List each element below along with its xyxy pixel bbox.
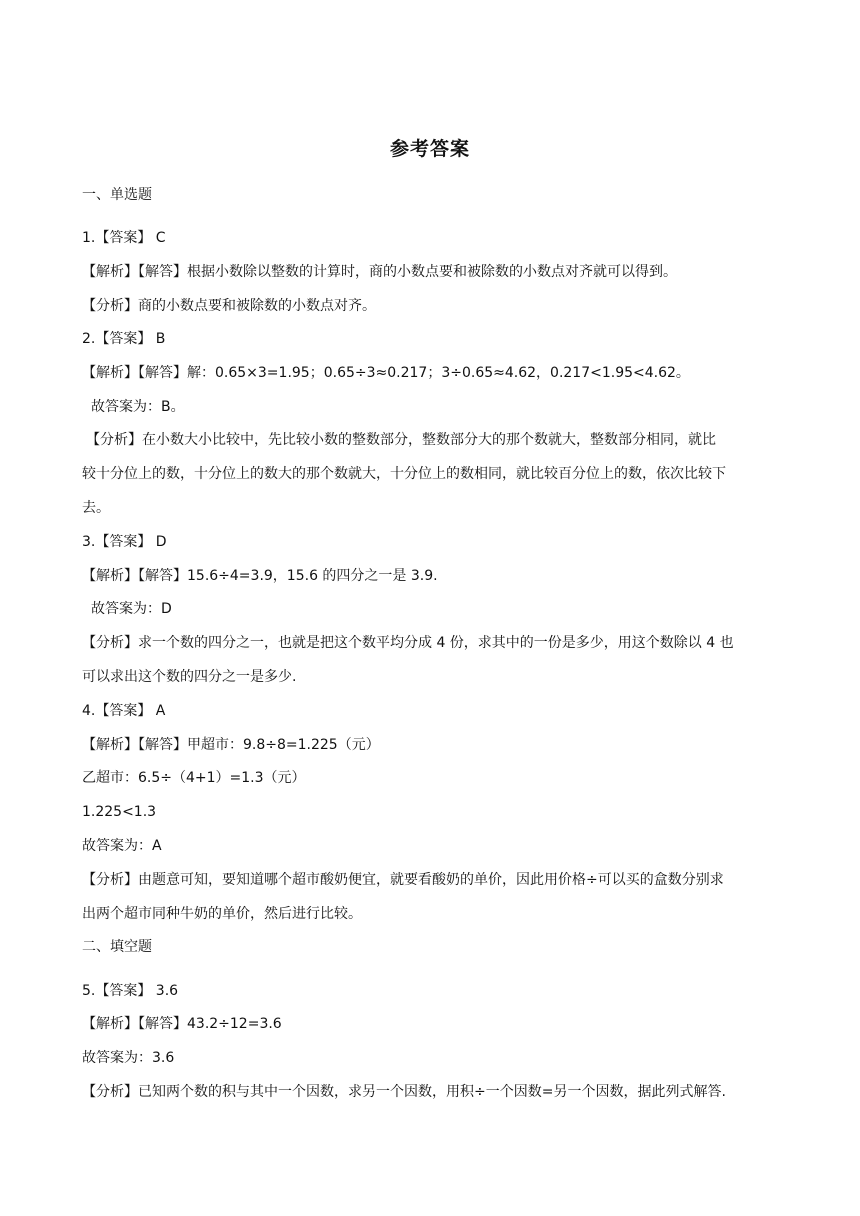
analysis-line-q4-2: 出两个超市同种牛奶的单价，然后进行比较。 <box>82 906 362 922</box>
answer-line-q5: 5.【答案】 3.6 <box>82 983 179 999</box>
conclusion-line-q3: 故答案为：D <box>91 601 172 617</box>
analysis-line-q4-1: 【分析】由题意可知，要知道哪个超市酸奶便宜，就要看酸奶的单价，因此用价格÷可以买的盒数分别求 <box>82 872 724 888</box>
conclusion-line-q5: 故答案为：3.6 <box>82 1050 175 1066</box>
solution-line-q4-2: 乙超市：6.5÷（4+1）=1.3（元） <box>82 770 306 786</box>
solution-line-q4-1: 【解析】【解答】甲超市：9.8÷8=1.225（元） <box>82 737 380 753</box>
analysis-line-q3-2: 可以求出这个数的四分之一是多少. <box>82 669 297 685</box>
answer-line-q4: 4.【答案】 A <box>82 703 166 719</box>
page-title: 参考答案 <box>389 138 470 160</box>
section-heading-single-choice: 一、单选题 <box>82 187 152 203</box>
analysis-line-q3-1: 【分析】求一个数的四分之一，也就是把这个数平均分成 4 份，求其中的一份是多少，用这个数除以 4 也 <box>82 635 734 651</box>
solution-line-q4-3: 1.225<1.3 <box>82 804 157 820</box>
solution-line-q1: 【解析】【解答】根据小数除以整数的计算时，商的小数点要和被除数的小数点对齐就可以得到。 <box>82 264 677 280</box>
solution-line-q2: 【解析】【解答】解：0.65×3=1.95；0.65÷3≈0.217；3÷0.65≈4.62，0.217<1.95<4.62。 <box>82 365 690 381</box>
conclusion-line-q2: 故答案为：B。 <box>91 399 185 415</box>
analysis-line-q5: 【分析】已知两个数的积与其中一个因数，求另一个因数，用积÷一个因数=另一个因数，据此列式解答. <box>82 1084 726 1100</box>
analysis-line-q2-1: 【分析】在小数大小比较中，先比较小数的整数部分，整数部分大的那个数就大，整数部分相同，就比 <box>86 432 716 448</box>
answer-line-q2: 2.【答案】 B <box>82 331 166 347</box>
analysis-line-q2-3: 去。 <box>82 500 110 516</box>
solution-line-q5: 【解析】【解答】43.2÷12=3.6 <box>82 1016 282 1032</box>
answer-line-q1: 1.【答案】 C <box>82 230 166 246</box>
analysis-line-q1: 【分析】商的小数点要和被除数的小数点对齐。 <box>82 298 376 314</box>
answer-line-q3: 3.【答案】 D <box>82 534 167 550</box>
analysis-line-q2-2: 较十分位上的数，十分位上的数大的那个数就大，十分位上的数相同，就比较百分位上的数，依次比较下 <box>82 466 726 482</box>
section-heading-fill-blank: 二、填空题 <box>82 939 152 955</box>
solution-line-q3: 【解析】【解答】15.6÷4=3.9，15.6 的四分之一是 3.9. <box>82 568 438 584</box>
conclusion-line-q4: 故答案为：A <box>82 838 162 854</box>
